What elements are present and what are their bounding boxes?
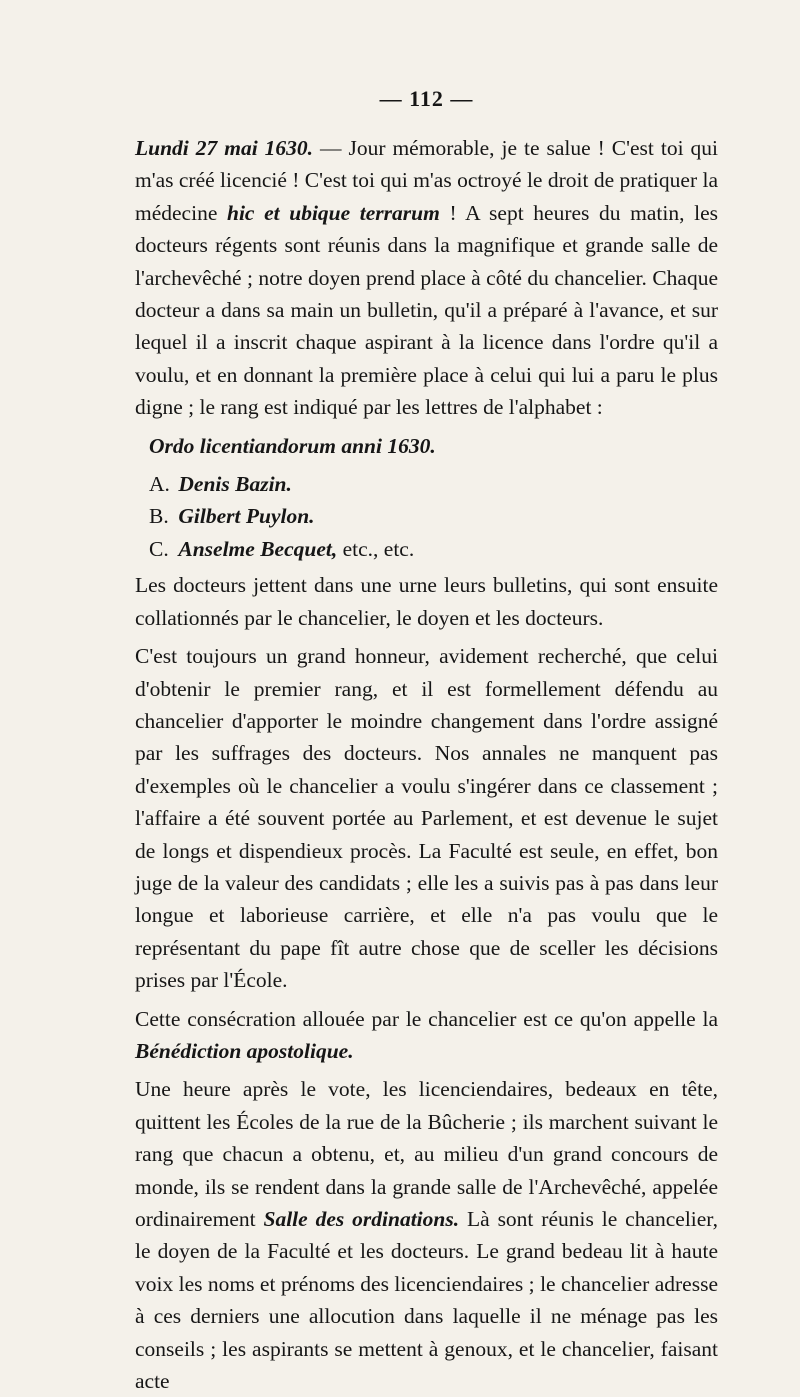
paragraph-3: C'est toujours un grand honneur, avidement recherché, que celui d'obtenir le premier rang, et il est formellement défendu au chancelier d'apporter le moindre changement dans l'ordre assigné par les suffrages des docteurs. Nos annales ne manquent pas d'exemples où le chancelier a voulu s'ingérer dans ce classement ; l'affaire a été souvent portée au Parlement, et est devenue le sujet de longs et dispendieux procès. La Faculté est seule, en effet, bon juge de la valeur des candidats ; elle les a suivis pas à pas dans leur longue et laborieuse carrière, et elle n'a pas voulu que le représentant du pape fît autre chose que de sceller les décisions prises par l'École.	[135, 644, 718, 993]
list-item: C. Anselme Becquet, etc., etc.	[149, 536, 415, 561]
list-title: Ordo licentiandorum anni 1630.	[149, 433, 436, 458]
paragraph-4: Cette consécration allouée par le chancelier est ce qu'on appelle la Bénédiction apostolique.	[135, 1006, 718, 1063]
latin-phrase: hic et ubique terrarum	[227, 200, 440, 225]
page-number: — 112 —	[379, 86, 474, 111]
paragraph-5: Une heure après le vote, les licenciendaires, bedeaux en tête, quittent les Écoles de la rue de la Bûcherie ; ils marchent suivant le rang que chacun a obtenu, et, au milieu d'un grand concours de monde, ils se rendent dans la grande salle de l'Archevêché, appelée ordinairement Salle des ordinations. Là sont réunis le chancelier, le doyen de la Faculté et les docteurs. Le grand bedeau lit à haute voix les noms et prénoms des licenciendaires ; le chancelier adresse à ces derniers une allocution dans laquelle il ne ménage pas les conseils ; les aspirants se mettent à genoux, et le chancelier, faisant acte	[135, 1077, 718, 1394]
list-item: B. Gilbert Puylon.	[149, 504, 315, 529]
paragraph-2: Les docteurs jettent dans une urne leurs bulletins, qui sont ensuite collationnés par le chancelier, le doyen et les docteurs.	[135, 573, 718, 630]
date-heading: Lundi 27 mai 1630.	[135, 136, 314, 160]
list-item: A. Denis Bazin.	[149, 472, 292, 497]
paragraph-1: Lundi 27 mai 1630. — Jour mémorable, je te salue ! C'est toi qui m'as créé licencié ! C'est toi qui m'as octroyé le droit de pratiquer la médecine hic et ubique terrarum ! A sept heures du matin, les docteurs régents sont réunis dans la magnifique et grande salle de l'archevêché ; notre doyen prend place à côté du chancelier. Chaque docteur a dans sa main un bulletin, qu'il a préparé à l'avance, et sur lequel il a inscrit chaque aspirant à la licence dans l'ordre qu'il a voulu, et en donnant la première place à celui qui lui a paru le plus digne ; le rang est indiqué par les lettres de l'alphabet :	[135, 136, 718, 420]
licentiate-list	[135, 468, 718, 565]
